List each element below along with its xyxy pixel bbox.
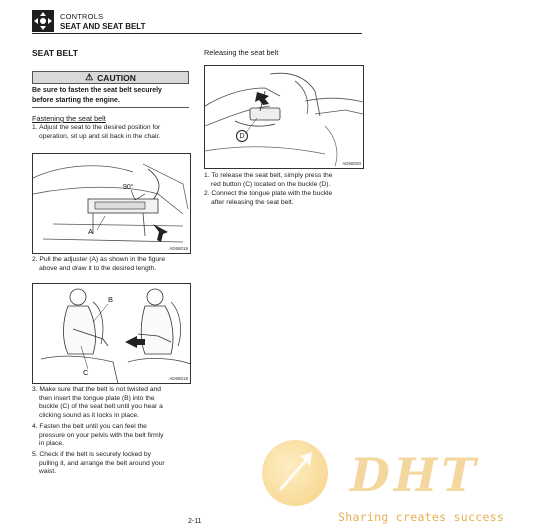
caution-text-line: Be sure to fasten the seat belt securely [32, 87, 162, 94]
step-line: 1. To release the seat belt, simply press the [204, 172, 333, 179]
step-line: 5. Check if the belt is securely locked by [32, 451, 151, 458]
adjuster-label: A [88, 227, 94, 236]
releasing-heading: Releasing the seat belt [204, 48, 279, 57]
figure-code: AD68018 [169, 376, 188, 381]
page-title: SEAT AND SEAT BELT [60, 22, 146, 31]
fastening-step-5 [32, 451, 197, 477]
step-line: in place. [39, 440, 64, 448]
step-line: pressure on your pelvis with the belt firmly [39, 431, 164, 439]
step-line: 2. Connect the tongue plate with the buckle [204, 190, 333, 197]
figure-code: AD68020 [342, 161, 361, 166]
step-line: clicking sound as it locks in place. [39, 411, 139, 419]
step-line: buckle (C) of the seat belt until you hear a [39, 403, 163, 411]
releasing-step-1 [204, 172, 369, 189]
step-line: operation, sit up and sit back in the chair. [39, 132, 161, 140]
tongue-plate-label: B [108, 295, 114, 304]
step-line: 1. Adjust the seat to the desired position for [32, 124, 161, 131]
step-line: 4. Fasten the belt until you can feel the [32, 423, 147, 430]
releasing-step-2 [204, 190, 369, 207]
step-line: 3. Make sure that the belt is not twisted and [32, 386, 161, 393]
step-line: red button (C) located on the buckle (D). [211, 180, 331, 188]
watermark-tagline: Sharing creates success [338, 510, 505, 524]
seat-adjuster-figure [32, 153, 191, 254]
buckle-insert-figure [32, 283, 191, 384]
buckle-label: C [83, 368, 89, 377]
caution-divider [32, 107, 189, 108]
fastening-step-4 [32, 423, 197, 449]
step-line: pulling it, and arrange the belt around your [39, 459, 165, 467]
watermark-logo: DHT [350, 448, 480, 502]
section-title: SEAT BELT [32, 48, 78, 58]
step-line: waist. [39, 468, 57, 476]
step-line: then insert the tongue plate (B) into the [39, 394, 155, 402]
fastening-step-3 [32, 386, 197, 420]
section-label: CONTROLS [60, 12, 104, 21]
step-line: after releasing the seat belt. [211, 198, 294, 206]
seat-adjuster-illustration [33, 154, 191, 254]
caution-banner [32, 71, 189, 84]
step-line: above and draw it to the desired length. [39, 264, 157, 272]
watermark-emblem [262, 440, 328, 506]
caution-text-line: before starting the engine. [32, 96, 120, 104]
fastening-heading: Fastening the seat belt [32, 114, 106, 123]
buckle-label: D [236, 130, 248, 142]
controls-section-icon [32, 10, 54, 32]
caution-label: CAUTION [97, 72, 136, 83]
arrow-icon [262, 440, 328, 506]
caution-text [32, 86, 192, 105]
release-illustration [205, 66, 364, 169]
fastening-step-1 [32, 124, 192, 141]
figure-code: AD68019 [169, 246, 188, 251]
warning-triangle-icon: ⚠ [85, 72, 94, 82]
step-line: 2. Pull the adjuster (A) as shown in the figure [32, 256, 166, 263]
page-number: 2-11 [188, 518, 202, 525]
release-figure [204, 65, 364, 169]
fastening-step-2 [32, 256, 194, 273]
angle-label: 90° [123, 184, 134, 191]
header-divider [32, 33, 362, 34]
